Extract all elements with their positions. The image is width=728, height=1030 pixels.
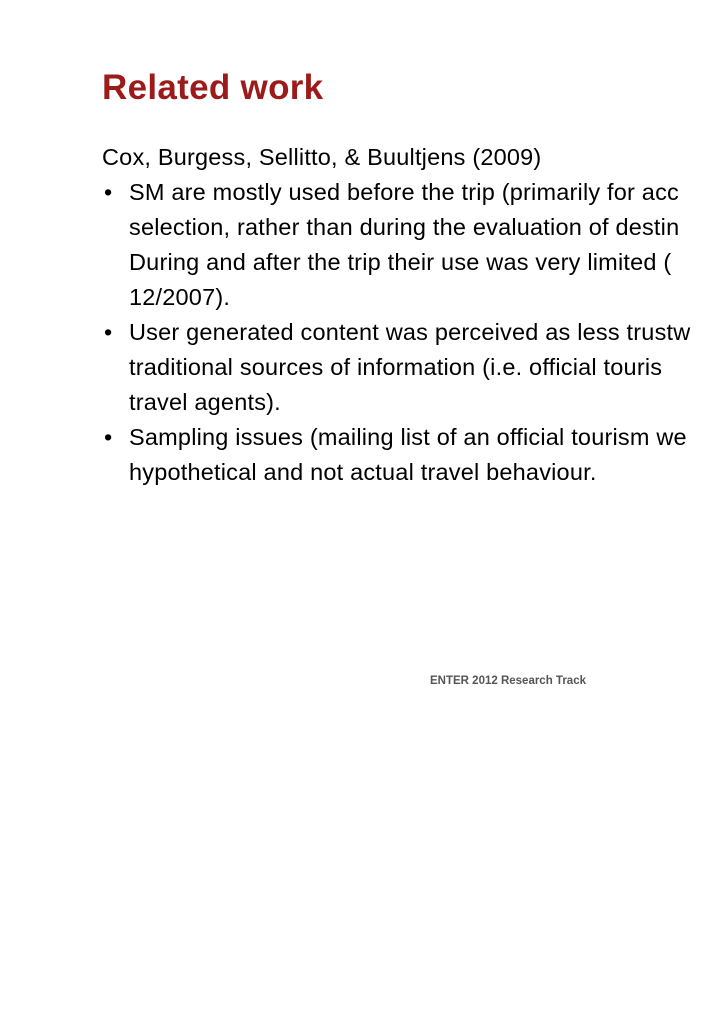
bullet-text-line: traditional sources of information (i.e. official touris [129, 354, 663, 380]
citation-heading: Cox, Burgess, Sellitto, & Buultjens (2009) [102, 144, 542, 170]
bullet-text-line: User generated content was perceived as less trustw [129, 319, 691, 345]
bullet-list [102, 175, 728, 490]
bullet-text-line: 12/2007). [129, 284, 231, 310]
slide-title: Related work [102, 68, 324, 107]
bullet-marker: • [104, 424, 113, 450]
bullet-text-line: Sampling issues (mailing list of an official tourism we [129, 424, 687, 450]
bullet-item [102, 315, 728, 420]
bullet-text-line: hypothetical and not actual travel behaviour. [129, 459, 597, 485]
footer-text: ENTER 2012 Research Track [430, 675, 586, 687]
bullet-text-line: selection, rather than during the evaluation of destin [129, 214, 680, 240]
bullet-text-line: During and after the trip their use was very limited ( [129, 249, 672, 275]
bullet-text-line: travel agents). [129, 389, 281, 415]
bullet-marker: • [104, 179, 113, 205]
slide-content [102, 140, 728, 490]
bullet-marker: • [104, 319, 113, 345]
bullet-item [102, 420, 728, 490]
bullet-text-line: SM are mostly used before the trip (primarily for acc [129, 179, 679, 205]
bullet-item [102, 175, 728, 315]
